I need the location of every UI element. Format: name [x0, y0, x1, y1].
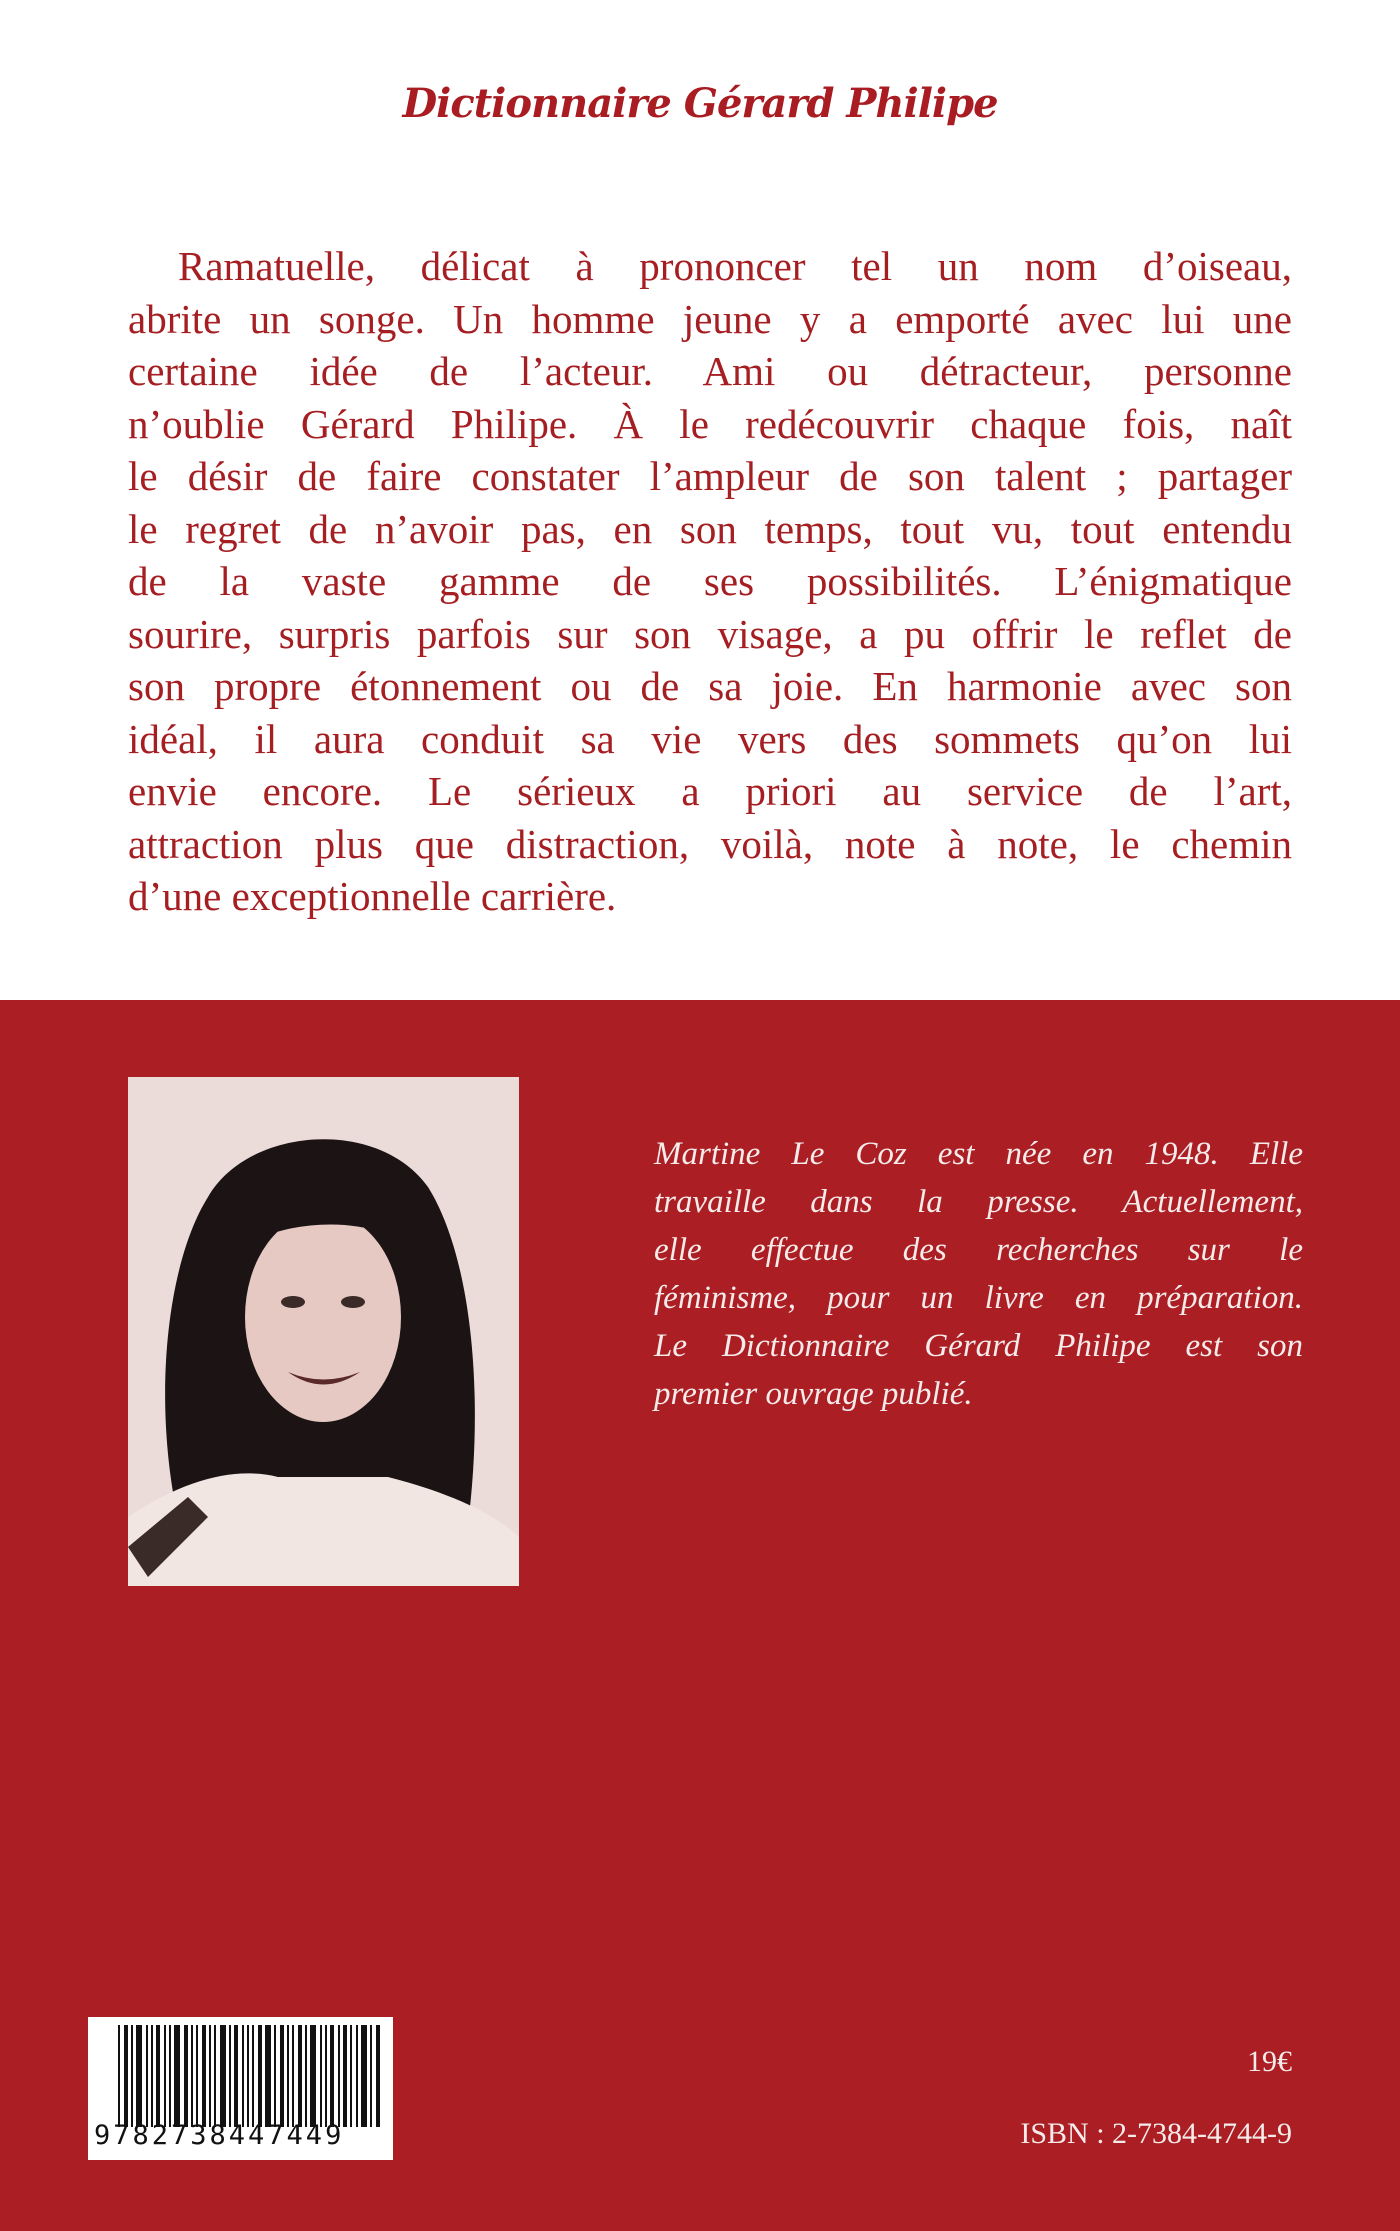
blurb-line: sourire, surpris parfois sur son visage, a pu offrir le reflet de	[128, 610, 1292, 657]
blurb-line: Ramatuelle, délicat à prononcer tel un nom d’oiseau,	[178, 243, 1292, 289]
blurb-line: attraction plus que distraction, voilà, note à note, le chemin	[128, 820, 1292, 867]
price: 19€	[1247, 2045, 1292, 2078]
bio-line: Martine Le Coz est née en 1948. Elle	[654, 1136, 1303, 1172]
blurb-line: de la vaste gamme de ses possibilités. L’énigmatique	[128, 558, 1292, 604]
book-title: Dictionnaire Gérard Philipe	[402, 80, 998, 127]
blurb-line: envie encore. Le sérieux a priori au service de l’art,	[128, 768, 1292, 814]
blurb-line: d’une exceptionnelle carrière.	[128, 873, 617, 919]
blurb-line: le désir de faire constater l’ampleur de son talent ; partager	[128, 453, 1292, 499]
bio-line: travaille dans la presse. Actuellement,	[654, 1184, 1303, 1220]
barcode-number: 9782738447449	[94, 2120, 345, 2151]
bio-line: féminisme, pour un livre en préparation.	[654, 1280, 1303, 1316]
bio-line: Le Dictionnaire Gérard Philipe est son	[654, 1328, 1303, 1364]
author-bio	[654, 1130, 1303, 1418]
blurb	[128, 240, 1292, 923]
blurb-line: son propre étonnement ou de sa joie. En harmonie avec son	[128, 663, 1292, 709]
author-photo	[128, 1077, 519, 1586]
blurb-line: abrite un songe. Un homme jeune y a emporté avec lui une	[128, 295, 1292, 342]
isbn: ISBN : 2-7384-4744-9	[1020, 2117, 1292, 2150]
bio-line: elle effectue des recherches sur le	[654, 1232, 1303, 1268]
blurb-line: idéal, il aura conduit sa vie vers des sommets qu’on lui	[128, 715, 1292, 762]
barcode	[88, 2017, 393, 2160]
blurb-line: certaine idée de l’acteur. Ami ou détracteur, personne	[128, 348, 1292, 394]
blurb-line: le regret de n’avoir pas, en son temps, tout vu, tout entendu	[128, 505, 1292, 552]
blurb-line: n’oublie Gérard Philipe. À le redécouvrir chaque fois, naît	[128, 400, 1292, 447]
bio-line: premier ouvrage publié.	[654, 1376, 973, 1412]
